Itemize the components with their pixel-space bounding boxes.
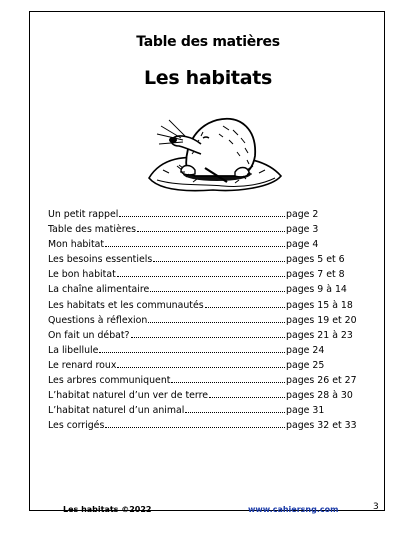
toc-entry-title: Le bon habitat [48, 269, 116, 281]
toc-entry-page: page 31 [286, 405, 325, 417]
toc-entry-title: Table des matières [48, 224, 137, 236]
toc-entry-page: page 2 [286, 209, 319, 220]
footer-title: Les habitats ©2022 [63, 505, 152, 514]
toc-entry-title: Les habitats et les communautés [48, 299, 204, 311]
dot-leader [117, 275, 285, 277]
toc-entry [48, 313, 378, 328]
dot-leader [105, 426, 285, 428]
toc-entry [48, 358, 378, 373]
toc-entry-title: Les corrigés [48, 420, 105, 432]
toc-entry [48, 252, 378, 267]
toc-entry-page: pages 21 à 23 [286, 329, 353, 341]
toc-entry-page: page 24 [286, 344, 325, 356]
dot-leader [117, 366, 285, 368]
toc-entry-title: Questions à réflexion [48, 314, 148, 326]
toc-entry [48, 418, 378, 433]
toc-entry-page: pages 5 et 6 [286, 254, 345, 266]
toc-entry [48, 388, 378, 403]
toc-entry-page: pages 15 à 18 [286, 299, 353, 311]
dot-leader [137, 230, 285, 232]
footer-website-link[interactable]: www.cahiersng.com [248, 505, 339, 514]
dot-leader [148, 321, 285, 323]
toc-entry [48, 373, 378, 388]
toc-entry [48, 282, 378, 297]
toc-entry [48, 207, 378, 222]
toc-entry-page: pages 32 et 33 [286, 420, 357, 432]
toc-heading: Table des matières [136, 34, 280, 50]
toc-entry-page: pages 26 et 27 [286, 375, 357, 387]
toc-entry-title: Les arbres communiquent [48, 375, 171, 387]
table-of-contents [48, 207, 378, 433]
toc-entry [48, 343, 378, 358]
toc-entry-title: Un petit rappel [48, 209, 119, 220]
toc-entry-title: Le renard roux [48, 359, 117, 371]
toc-entry [48, 403, 378, 418]
dot-leader [153, 260, 285, 262]
dot-leader [99, 351, 285, 353]
dot-leader [131, 336, 285, 338]
mole-icon [143, 100, 285, 196]
dot-leader [185, 411, 285, 413]
dot-leader [205, 306, 285, 308]
toc-entry-title: Mon habitat [48, 239, 105, 251]
toc-entry [48, 298, 378, 313]
toc-entry-page: page 25 [286, 359, 325, 371]
dot-leader [171, 381, 285, 383]
toc-entry [48, 237, 378, 252]
toc-entry-title: L’habitat naturel d’un ver de terre [48, 390, 209, 402]
document-title: Les habitats [143, 67, 273, 89]
toc-entry-page: pages 7 et 8 [286, 269, 345, 281]
toc-entry-title: La chaîne alimentaire [48, 284, 150, 296]
toc-entry-title: L’habitat naturel d’un animal [48, 405, 185, 417]
toc-entry-page: pages 9 à 14 [286, 284, 347, 296]
toc-entry-title: Les besoins essentiels [48, 254, 153, 266]
toc-entry [48, 222, 378, 237]
dot-leader [105, 245, 285, 247]
toc-entry-title: La libellule [48, 344, 99, 356]
toc-entry-page: pages 28 à 30 [286, 390, 353, 402]
toc-entry [48, 267, 378, 282]
dot-leader [150, 290, 285, 292]
toc-entry-page: pages 19 et 20 [286, 314, 357, 326]
toc-entry [48, 328, 378, 343]
toc-entry-page: page 4 [286, 239, 319, 251]
dot-leader [119, 215, 285, 217]
toc-entry-title: On fait un débat? [48, 329, 130, 341]
dot-leader [209, 396, 285, 398]
toc-entry-page: page 3 [286, 224, 319, 236]
page-number: 3 [373, 502, 379, 512]
